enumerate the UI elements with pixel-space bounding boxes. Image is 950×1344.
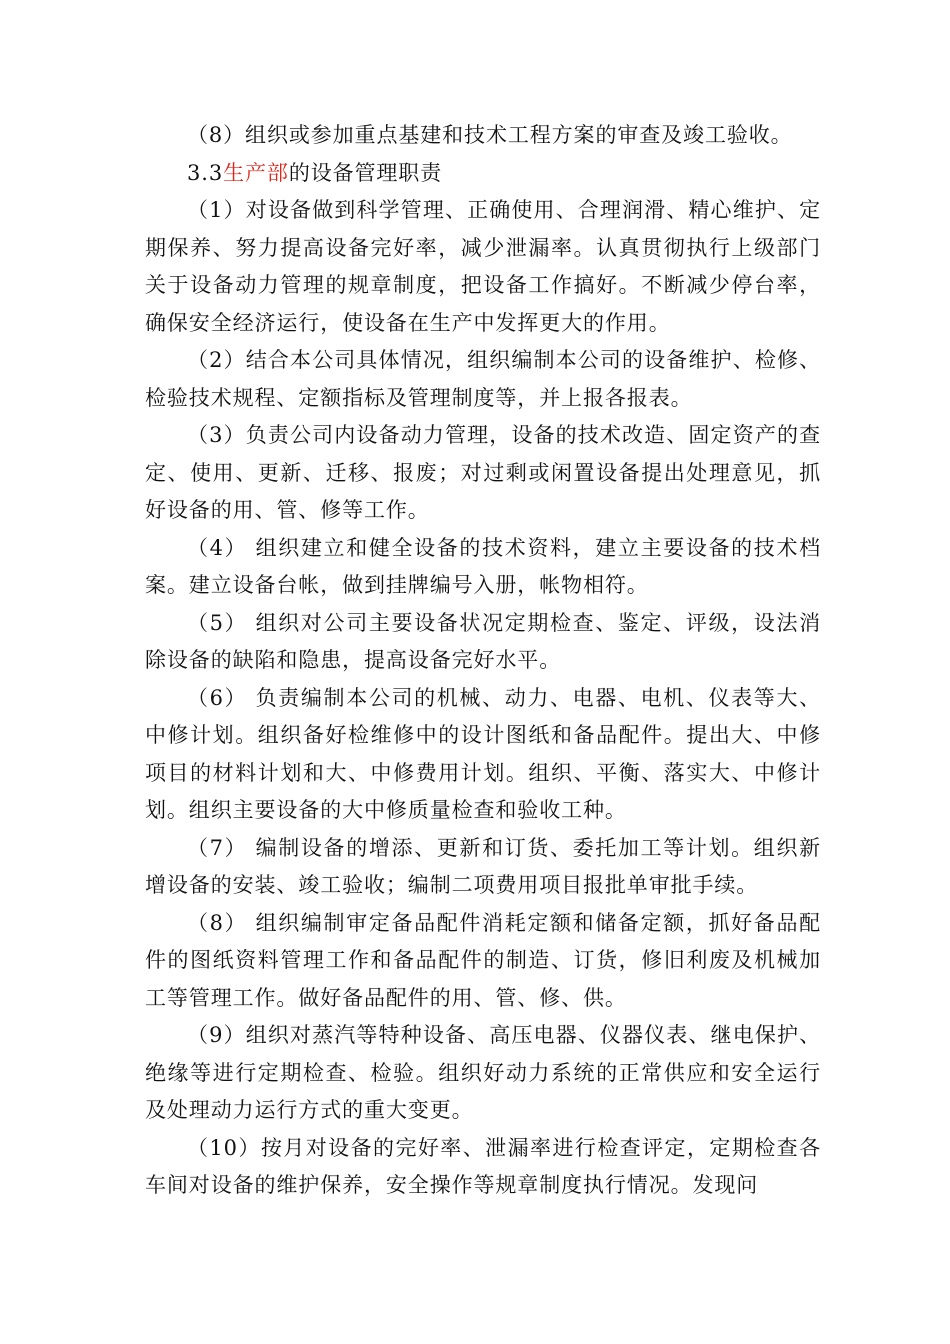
- paragraph-item-2: （2）结合本公司具体情况，组织编制本公司的设备维护、检修、检验技术规程、定额指标及管理制度等，并上报各报表。: [145, 348, 821, 410]
- paragraph-item-7: （7） 编制设备的增添、更新和订货、委托加工等计划。组织新增设备的安装、竣工验收；编制二项费用项目报批单审批手续。: [145, 835, 821, 897]
- department-name-highlight: 生产部: [223, 160, 289, 185]
- paragraph-item-1: （1）对设备做到科学管理、正确使用、合理润滑、精心维护、定期保养、努力提高设备完好率，减少泄漏率。认真贯彻执行上级部门关于设备动力管理的规章制度，把设备工作搞好。不断减少停台率，确保安全经济运行，使设备在生产中发挥更大的作用。: [145, 198, 821, 335]
- document-body: [145, 117, 821, 1205]
- section-heading: [145, 155, 821, 193]
- paragraph-item-9: （9）组织对蒸汽等特种设备、高压电器、仪器仪表、继电保护、绝缘等进行定期检查、检验。组织好动力系统的正常供应和安全运行及处理动力运行方式的重大变更。: [145, 1023, 821, 1122]
- paragraph-item-5: （5） 组织对公司主要设备状况定期检查、鉴定、评级，设法消除设备的缺陷和隐患，提高设备完好水平。: [145, 610, 821, 672]
- paragraph-item-8-prev: （8）组织或参加重点基建和技术工程方案的审查及竣工验收。: [187, 123, 793, 147]
- section-number: 3.3: [187, 160, 224, 185]
- paragraph-item-8: （8） 组织编制审定备品配件消耗定额和储备定额，抓好备品配件的图纸资料管理工作和备品配件的制造、订货，修旧利废及机械加工等管理工作。做好备品配件的用、管、修、供。: [145, 910, 821, 1010]
- paragraph-item-4: （4） 组织建立和健全设备的技术资料，建立主要设备的技术档案。建立设备台帐，做到挂牌编号入册，帐物相符。: [145, 535, 821, 597]
- paragraph-item-6: （6） 负责编制本公司的机械、动力、电器、电机、仪表等大、中修计划。组织备好检维修中的设计图纸和备品配件。提出大、中修项目的材料计划和大、中修费用计划。组织、平衡、落实大、中修计划。组织主要设备的大中修质量检查和验收工种。: [145, 685, 821, 822]
- paragraph-item-3: （3）负责公司内设备动力管理，设备的技术改造、固定资产的查定、使用、更新、迁移、报废；对过剩或闲置设备提出处理意见，抓好设备的用、管、修等工作。: [145, 423, 821, 522]
- section-heading-text: 的设备管理职责: [288, 160, 443, 185]
- paragraph-item-10: （10）按月对设备的完好率、泄漏率进行检查评定，定期检查各车间对设备的维护保养，安全操作等规章制度执行情况。发现问: [145, 1135, 821, 1197]
